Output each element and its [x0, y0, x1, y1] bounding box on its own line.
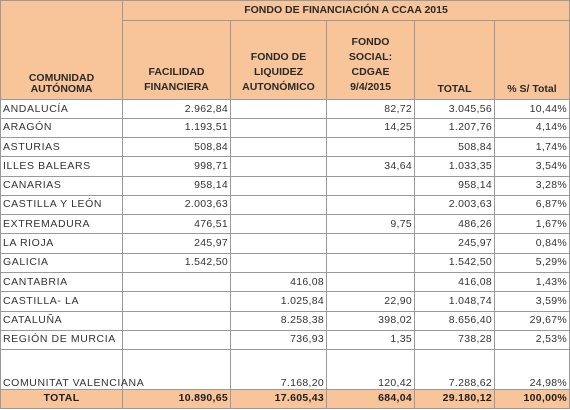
cell-social: 22,90: [327, 292, 415, 311]
cell-facilidad: 508,84: [123, 138, 231, 157]
cell-liquidez: 1.025,84: [231, 292, 327, 311]
cell-total: 8.656,40: [415, 311, 495, 330]
header-community: [1, 1, 123, 100]
community-name-cell: ANDALUCÍA: [1, 100, 123, 118]
community-name-cell: ILLES BALEARS: [1, 157, 123, 176]
total-social-cell: 684,04: [327, 389, 415, 408]
total-name-cell: TOTAL: [1, 389, 123, 408]
cell-facilidad: [123, 272, 231, 291]
header-facilidad-line-2: FINANCIERA: [144, 81, 209, 94]
header-facilidad-line-1: FACILIDAD: [148, 66, 205, 79]
cell-facilidad: [123, 292, 231, 311]
cell-social: 398,02: [327, 311, 415, 330]
table-row: [1, 272, 570, 291]
cell-pct: 5,29%: [495, 253, 570, 272]
community-name-cell: LA RIOJA: [1, 234, 123, 253]
cell-total: 738,28: [415, 330, 495, 349]
cell-pct: 10,44%: [495, 100, 570, 118]
header-fondo-social: [327, 21, 415, 100]
cell-facilidad: 2.962,84: [123, 100, 231, 118]
cell-liquidez: 8.258,38: [231, 311, 327, 330]
cell-total: 7.288,62: [415, 350, 495, 390]
cell-pct: 0,84%: [495, 234, 570, 253]
cell-total: 486,26: [415, 215, 495, 234]
cell-pct: 1,43%: [495, 272, 570, 291]
cell-social: 120,42: [327, 350, 415, 390]
header-facilidad: [123, 21, 231, 100]
cell-facilidad: 998,71: [123, 157, 231, 176]
cell-liquidez: 7.168,20: [231, 350, 327, 390]
cell-social: [327, 176, 415, 195]
community-name-cell: ARAGÓN: [1, 118, 123, 137]
header-liquidez-line-3: AUTONÓMICO: [242, 81, 315, 94]
header-liquidez-line-1: FONDO DE: [250, 51, 307, 64]
table-row: [1, 118, 570, 137]
total-liquidez-cell: 17.605,43: [231, 389, 327, 408]
totals-row: [1, 389, 570, 408]
cell-liquidez: 736,93: [231, 330, 327, 349]
table-row: [1, 138, 570, 157]
cell-facilidad: 476,51: [123, 215, 231, 234]
cell-social: 1,35: [327, 330, 415, 349]
header-social-line-2: SOCIAL:: [348, 51, 393, 64]
community-name-cell: CASTILLA Y LEÓN: [1, 195, 123, 214]
cell-liquidez: [231, 195, 327, 214]
cell-social: [327, 138, 415, 157]
header-community-line-1: COMUNIDAD: [28, 72, 95, 85]
cell-social: 34,64: [327, 157, 415, 176]
cell-liquidez: 416,08: [231, 272, 327, 291]
cell-pct: 3,54%: [495, 157, 570, 176]
cell-liquidez: [231, 234, 327, 253]
header-social-line-4: 9/4/2015: [350, 81, 391, 94]
community-name-cell: CASTILLA- LA: [1, 292, 123, 311]
table-row: [1, 350, 570, 390]
total-facilidad-cell: 10.890,65: [123, 389, 231, 408]
cell-pct: 29,67%: [495, 311, 570, 330]
cell-pct: 3,59%: [495, 292, 570, 311]
header-pct: % S/ Total: [495, 21, 570, 100]
cell-facilidad: 1.193,51: [123, 118, 231, 137]
total-pct-cell: 100,00%: [495, 389, 570, 408]
cell-social: [327, 272, 415, 291]
cell-social: [327, 195, 415, 214]
cell-liquidez: [231, 176, 327, 195]
cell-total: 2.003,63: [415, 195, 495, 214]
table-row: [1, 330, 570, 349]
cell-pct: 4,14%: [495, 118, 570, 137]
table-row: [1, 215, 570, 234]
community-name-cell: COMUNITAT VALENCIANA: [1, 350, 123, 390]
cell-facilidad: [123, 330, 231, 349]
cell-liquidez: [231, 118, 327, 137]
cell-total: 958,14: [415, 176, 495, 195]
community-name-cell: REGIÓN DE MURCIA: [1, 330, 123, 349]
table-row: [1, 195, 570, 214]
cell-total: 245,97: [415, 234, 495, 253]
table-row: [1, 100, 570, 118]
community-name-cell: EXTREMADURA: [1, 215, 123, 234]
cell-pct: 24,98%: [495, 350, 570, 390]
community-name-cell: CANARIAS: [1, 176, 123, 195]
community-name-cell: ASTURIAS: [1, 138, 123, 157]
table-row: [1, 292, 570, 311]
cell-total: 416,08: [415, 272, 495, 291]
cell-facilidad: 2.003,63: [123, 195, 231, 214]
header-title-row: [1, 1, 570, 21]
community-name-cell: CATALUÑA: [1, 311, 123, 330]
cell-total: 1.542,50: [415, 253, 495, 272]
header-social-line-1: FONDO: [351, 36, 390, 49]
table-row: [1, 311, 570, 330]
table-row: [1, 234, 570, 253]
cell-facilidad: 958,14: [123, 176, 231, 195]
cell-liquidez: [231, 253, 327, 272]
cell-liquidez: [231, 157, 327, 176]
cell-liquidez: [231, 215, 327, 234]
cell-social: 9,75: [327, 215, 415, 234]
table-body: [1, 1, 570, 409]
cell-facilidad: 1.542,50: [123, 253, 231, 272]
table-row: [1, 176, 570, 195]
cell-total: 508,84: [415, 138, 495, 157]
header-liquidez-line-2: LIQUIDEZ: [254, 66, 303, 79]
table-title: FONDO DE FINANCIACIÓN A CCAA 2015: [123, 1, 570, 21]
cell-pct: 1,74%: [495, 138, 570, 157]
header-fondo-liquidez: [231, 21, 327, 100]
cell-social: [327, 234, 415, 253]
cell-facilidad: [123, 311, 231, 330]
total-total-cell: 29.180,12: [415, 389, 495, 408]
cell-pct: 1,67%: [495, 215, 570, 234]
cell-liquidez: [231, 138, 327, 157]
cell-facilidad: 245,97: [123, 234, 231, 253]
cell-pct: 6,87%: [495, 195, 570, 214]
cell-total: 1.207,76: [415, 118, 495, 137]
cell-social: 82,72: [327, 100, 415, 118]
cell-pct: 3,28%: [495, 176, 570, 195]
cell-social: [327, 253, 415, 272]
cell-pct: 2,53%: [495, 330, 570, 349]
community-name-cell: GALICIA: [1, 253, 123, 272]
table-row: [1, 157, 570, 176]
table-row: [1, 253, 570, 272]
header-social-line-3: CDGAE: [351, 66, 390, 79]
cell-total: 1.033,35: [415, 157, 495, 176]
header-community-line-2: AUTÓNOMA: [30, 83, 93, 96]
header-total: TOTAL: [415, 21, 495, 100]
cell-social: 14,25: [327, 118, 415, 137]
cell-total: 3.045,56: [415, 100, 495, 118]
cell-total: 1.048,74: [415, 292, 495, 311]
cell-liquidez: [231, 100, 327, 118]
community-name-cell: CANTABRIA: [1, 272, 123, 291]
